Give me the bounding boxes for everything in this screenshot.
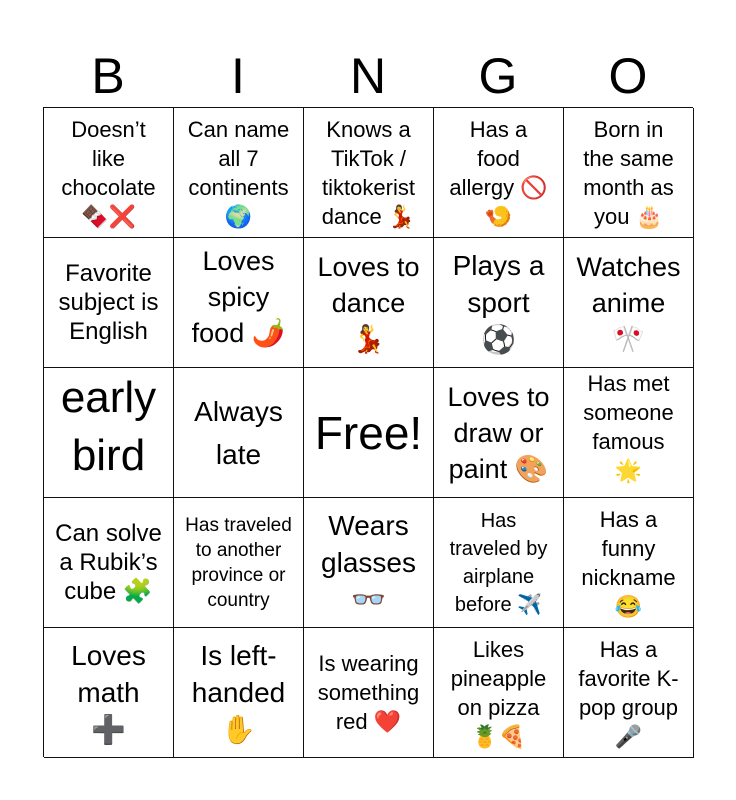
bingo-cell[interactable] [44, 628, 174, 758]
cell-text: early bird [60, 372, 157, 480]
cell-text: Has a funny nickname 😂 [581, 506, 676, 619]
cell-text: Has traveled by airplane before ✈️ [449, 509, 548, 616]
bingo-cell[interactable] [564, 108, 694, 238]
bingo-cell[interactable] [44, 368, 174, 498]
cell-text: Born in the same month as you 🎂 [583, 116, 674, 229]
cell-text: Has met someone famous 🌟 [583, 370, 674, 483]
cell-text: Plays a sport ⚽ [452, 250, 545, 355]
cell-text: Doesn’t like chocolate 🍫❌ [61, 116, 156, 229]
cell-text: Can name all 7 continents 🌍 [187, 116, 290, 229]
header-letter-g: G [478, 48, 518, 104]
bingo-cell[interactable] [174, 368, 304, 498]
cell-text: Has traveled to another province or country [185, 514, 292, 611]
cell-text: Loves to draw or paint 🎨 [447, 381, 550, 484]
bingo-cell[interactable] [44, 498, 174, 628]
cell-text: Favorite subject is English [58, 260, 159, 345]
cell-text: Is wearing something red ❤️ [317, 651, 420, 734]
cell-text: Has a food allergy 🚫 🍤 [449, 116, 548, 229]
bingo-cell[interactable] [434, 628, 564, 758]
bingo-cell[interactable] [434, 498, 564, 628]
free-cell[interactable] [304, 368, 434, 498]
bingo-cell[interactable] [174, 108, 304, 238]
cell-text: Likes pineapple on pizza 🍍🍕 [450, 636, 547, 749]
cell-text: Watches anime 🎌 [576, 251, 681, 354]
bingo-cell[interactable] [304, 498, 434, 628]
bingo-header [43, 48, 693, 104]
cell-text: Can solve a Rubik’s cube 🧩 [55, 520, 162, 605]
bingo-cell[interactable] [174, 498, 304, 628]
bingo-cell[interactable] [304, 108, 434, 238]
bingo-cell[interactable] [304, 628, 434, 758]
cell-text: Has a favorite K- pop group 🎤 [578, 636, 679, 749]
cell-text: Is left- handed ✋ [191, 640, 286, 745]
bingo-cell[interactable] [304, 238, 434, 368]
bingo-cell[interactable] [434, 368, 564, 498]
cell-text: Always late [194, 395, 283, 470]
cell-text: Loves to dance 💃 [317, 251, 420, 354]
bingo-cell[interactable] [44, 238, 174, 368]
bingo-cell[interactable] [174, 238, 304, 368]
bingo-cell[interactable] [564, 368, 694, 498]
bingo-cell[interactable] [44, 108, 174, 238]
cell-text: Knows a TikTok / tiktokerist dance 💃 [321, 116, 416, 229]
free-text: Free! [314, 406, 423, 459]
bingo-cell[interactable] [434, 238, 564, 368]
header-letter-o: O [608, 48, 648, 104]
bingo-cell[interactable] [434, 108, 564, 238]
bingo-cell[interactable] [174, 628, 304, 758]
cell-text: Wears glasses 👓 [321, 510, 416, 615]
header-letter-i: I [231, 48, 245, 104]
cell-text: Loves spicy food 🌶️ [191, 245, 286, 348]
bingo-cell[interactable] [564, 628, 694, 758]
bingo-cell[interactable] [564, 238, 694, 368]
header-letter-b: B [91, 48, 125, 104]
bingo-cell[interactable] [564, 498, 694, 628]
header-letter-n: N [349, 48, 387, 104]
bingo-grid [43, 107, 693, 757]
cell-text: Loves math ➕ [71, 640, 146, 745]
